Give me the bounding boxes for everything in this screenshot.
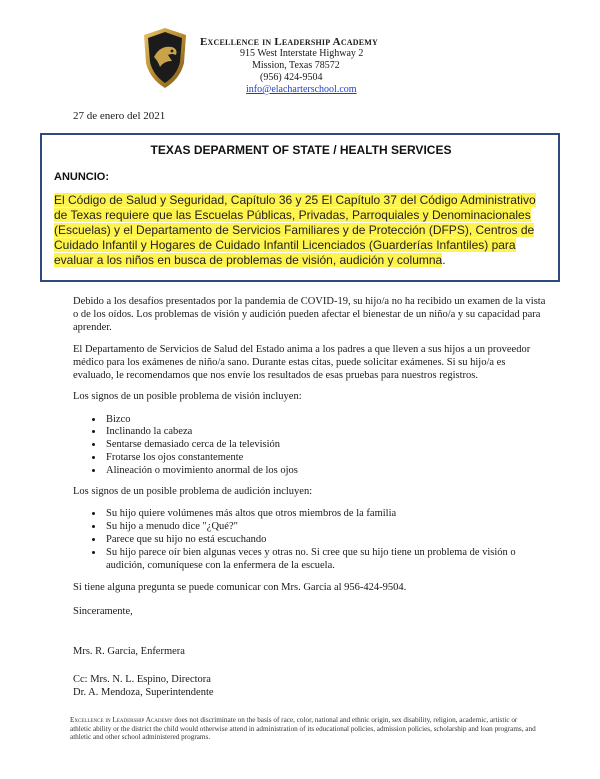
- cc-line-1: Cc: Mrs. N. L. Espino, Directora: [73, 673, 211, 685]
- footer-org-name: Excellence in Leadership Academy: [70, 716, 173, 724]
- list-item: • Alineación o movimiento anormal de los ojos: [104, 465, 548, 478]
- vision-intro: Los signos de un posible problema de visión incluyen:: [73, 390, 302, 402]
- announcement-box: [40, 133, 560, 282]
- cc-line-2: Dr. A. Mendoza, Superintendente: [73, 686, 214, 698]
- footer-text: does not discriminate on the basis of race, color, national and ethnic origin, sex disability, religion, academic, artistic or athletic ability or the district the child would otherwise attend in administration of its educational policies, admission policies, scholarship and loan programs, and athletic and other school administered programs.: [70, 716, 536, 741]
- announcement-period: .: [442, 253, 446, 267]
- announcement-title: TEXAS DEPARMENT OF STATE / HEALTH SERVICES: [150, 143, 452, 157]
- nondiscrimination-footer: [70, 716, 540, 742]
- list-item: • Su hijo a menudo dice "¿Qué?": [104, 521, 548, 534]
- organization-name: Excellence in Leadership Academy: [200, 36, 379, 48]
- announcement-label: ANUNCIO:: [54, 171, 109, 183]
- list-item: • Parece que su hijo no está escuchando: [104, 534, 548, 547]
- letter-date: 27 de enero del 2021: [73, 110, 166, 122]
- paragraph-covid: Debido a los desafíos presentados por la pandemia de COVID-19, su hijo/a no ha recibido un examen de la vista o de los oídos. Los problemas de visión y audición pueden afectar el bienestar de un niño/a y su capacidad para aprender.: [73, 296, 546, 333]
- address-line-1: 915 West Interstate Highway 2: [240, 48, 364, 59]
- vision-signs-list: [73, 414, 548, 478]
- list-item: • Su hijo parece oír bien algunas veces y otras no. Si cree que su hijo tiene un problema de visión o audición, comuníquese con la enfermera de la escuela.: [104, 547, 548, 573]
- hearing-signs-list: [73, 508, 548, 572]
- list-item: • Frotarse los ojos constantemente: [104, 452, 548, 465]
- letter-body: [73, 296, 548, 699]
- hearing-intro: Los signos de un posible problema de audición incluyen:: [73, 485, 313, 497]
- letterhead: [200, 36, 480, 96]
- list-item: • Su hijo quiere volúmenes más altos que otros miembros de la familia: [104, 508, 548, 521]
- phone-number: (956) 424-9504: [260, 72, 323, 83]
- closing: Sinceramente,: [73, 606, 133, 618]
- paragraph-department: El Departamento de Servicios de Salud del Estado anima a los padres a que lleven a sus hijos a un proveedor médico para los exámenes de niño/a sano. Durante estas citas, puede solicitar exámenes. Si su hijo/a es evaluado, le recomendamos que nos envíe los resultados de esas pruebas para nuestros registros.: [73, 344, 531, 381]
- highlighted-text: El Código de Salud y Seguridad, Capítulo 36 y 25 El Capítulo 37 del Código Administrativo de Texas requiere que las Escuelas Públicas, Privadas, Parroquiales y Denominacionales (Escuelas) y el Departamento de Servicios Familiares y de Protección (DFPS), Centros de Cuidado Infantil y Hogares de Cuidado Infantil Licenciados (Guarderías Infantiles) para evaluar a los niños en busca de problemas de visión, audición y columna: [54, 193, 536, 267]
- list-item: • Bizco: [104, 414, 548, 427]
- announcement-text: [54, 193, 548, 268]
- address-line-2: Mission, Texas 78572: [252, 60, 340, 71]
- academy-logo: [142, 27, 188, 89]
- contact-paragraph: Si tiene alguna pregunta se puede comunicar con Mrs. Garcia al 956-424-9504.: [73, 582, 407, 594]
- list-item: • Sentarse demasiado cerca de la televisión: [104, 439, 548, 452]
- list-item: • Inclinando la cabeza: [104, 426, 548, 439]
- signature-name: Mrs. R. Garcia, Enfermera: [73, 645, 185, 657]
- email-link[interactable]: info@elacharterschool.com: [246, 84, 357, 95]
